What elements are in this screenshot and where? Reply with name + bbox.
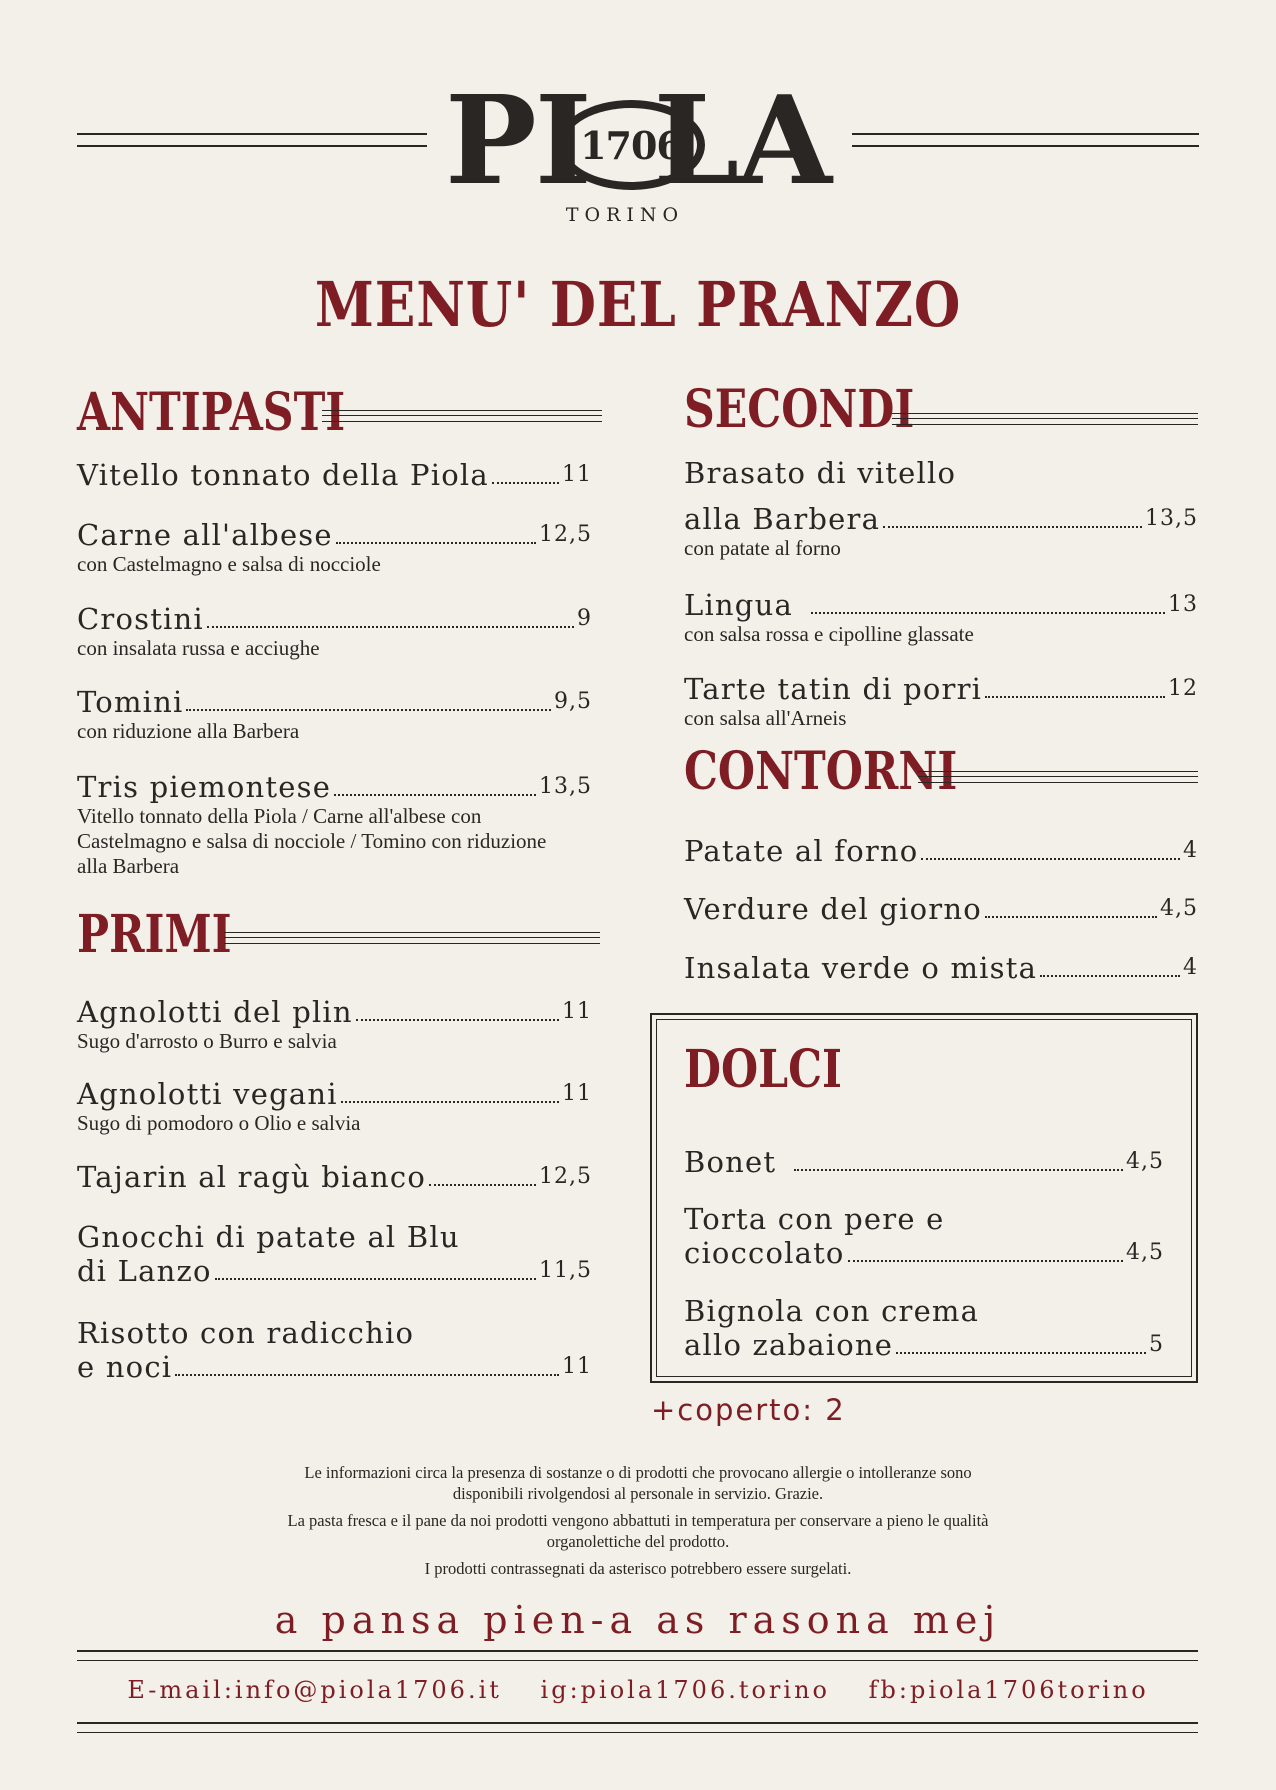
logo-city: TORINO [565, 204, 685, 226]
item-description: con salsa rossa e cipolline glassate [684, 622, 974, 646]
frozen-note: I prodotti contrassegnati da asterisco potrebbero essere surgelati. [424, 1559, 852, 1578]
menu-item: Carne all'albese 12,5 con Castelmagno e salsa di nocciole [77, 518, 592, 576]
menu-item: Tarte tatin di porri 12 con salsa all'Arneis [684, 672, 1198, 730]
item-description: con riduzione alla Barbera [77, 719, 300, 743]
logo-text-right: LA [653, 68, 830, 212]
menu-item: Gnocchi di patate al Blu di Lanzo 11,5 [77, 1220, 592, 1288]
footer-rule-3 [77, 1722, 1198, 1724]
menu-item: Torta con pere e cioccolato 4,5 [684, 1202, 1164, 1270]
header-rule-right-top [852, 133, 1199, 135]
section-title-dolci: DOLCI [684, 1039, 842, 1100]
restaurant-logo [445, 70, 830, 210]
item-description: Sugo d'arrosto o Burro e salvia [77, 1029, 337, 1053]
section-title-antipasti: ANTIPASTI [77, 382, 346, 443]
item-description: con salsa all'Arneis [684, 706, 847, 730]
fresh-pasta-note: La pasta fresca e il pane da noi prodotti vengono abbattuti in temperatura per conservare a pieno le qualità organolettiche del prodotto. [287, 1511, 989, 1551]
logo-text-left: PI [445, 68, 590, 212]
menu-item: Bonet 4,5 [684, 1145, 1164, 1179]
menu-item: Tomini 9,5 con riduzione alla Barbera [77, 685, 592, 743]
menu-item: Agnolotti vegani 11 Sugo di pomodoro o Olio e salvia [77, 1077, 592, 1135]
menu-item: Bignola con crema allo zabaione 5 [684, 1294, 1164, 1362]
section-rule-contorni [918, 771, 1198, 783]
menu-item: Insalata verde o mista 4 [684, 951, 1198, 985]
section-title-contorni: CONTORNI [684, 741, 958, 802]
header-rule-left-top [77, 133, 427, 135]
item-description: con Castelmagno e salsa di nocciole [77, 552, 381, 576]
item-description: Sugo di pomodoro o Olio e salvia [77, 1111, 361, 1135]
menu-item: Patate al forno 4 [684, 834, 1198, 868]
contacts [0, 1676, 1276, 1704]
email-link[interactable]: E-mail:info@piola1706.it [127, 1676, 502, 1704]
logo-year: 1706 [580, 122, 682, 168]
menu-item: Agnolotti del plin 11 Sugo d'arrosto o Burro e salvia [77, 995, 592, 1053]
section-title-secondi: SECONDI [684, 379, 915, 440]
facebook-link[interactable]: fb:piola1706torino [868, 1676, 1149, 1704]
footer-rule-4 [77, 1732, 1198, 1733]
footer-rule-1 [77, 1650, 1198, 1652]
menu-item: Risotto con radicchio e noci 11 [77, 1316, 592, 1384]
item-description: con insalata russa e acciughe [77, 636, 320, 660]
cover-charge: +coperto: 2 [651, 1393, 846, 1427]
menu-title: MENU' DEL PRANZO [314, 268, 962, 341]
section-title-primi: PRIMI [77, 904, 232, 965]
item-description: con patate al forno [684, 536, 841, 560]
menu-item: Tajarin al ragù bianco 12,5 [77, 1160, 592, 1194]
menu-item: Vitello tonnato della Piola 11 [77, 458, 592, 492]
section-rule-primi [224, 932, 600, 944]
section-rule-antipasti [322, 410, 602, 422]
header-rule-left-bottom [77, 145, 427, 147]
allergen-note: Le informazioni circa la presenza di sostanze o di prodotti che provocano allergie o intolleranze sono disponibili rivolgendosi al personale in servizio. Grazie. [304, 1463, 972, 1503]
motto: a pansa pien-a as rasona mej [274, 1598, 1002, 1642]
item-description: Vitello tonnato della Piola / Carne all'albese con Castelmagno e salsa di nocciole / Tomino con riduzione alla Barbera [77, 804, 547, 878]
footer-rule-2 [77, 1660, 1198, 1661]
instagram-link[interactable]: ig:piola1706.torino [540, 1676, 830, 1704]
section-rule-secondi [892, 413, 1198, 425]
menu-item: Lingua 13 con salsa rossa e cipolline glassate [684, 588, 1198, 646]
menu-item: Tris piemontese 13,5 Vitello tonnato della Piola / Carne all'albese con Castelmagno e salsa di nocciole / Tomino con riduzione alla Barbera [77, 770, 592, 878]
header-rule-right-bottom [852, 145, 1199, 147]
menu-item: Verdure del giorno 4,5 [684, 892, 1198, 926]
menu-item: Brasato di vitello alla Barbera 13,5 con patate al forno [684, 456, 1198, 560]
menu-item: Crostini 9 con insalata russa e acciughe [77, 602, 592, 660]
